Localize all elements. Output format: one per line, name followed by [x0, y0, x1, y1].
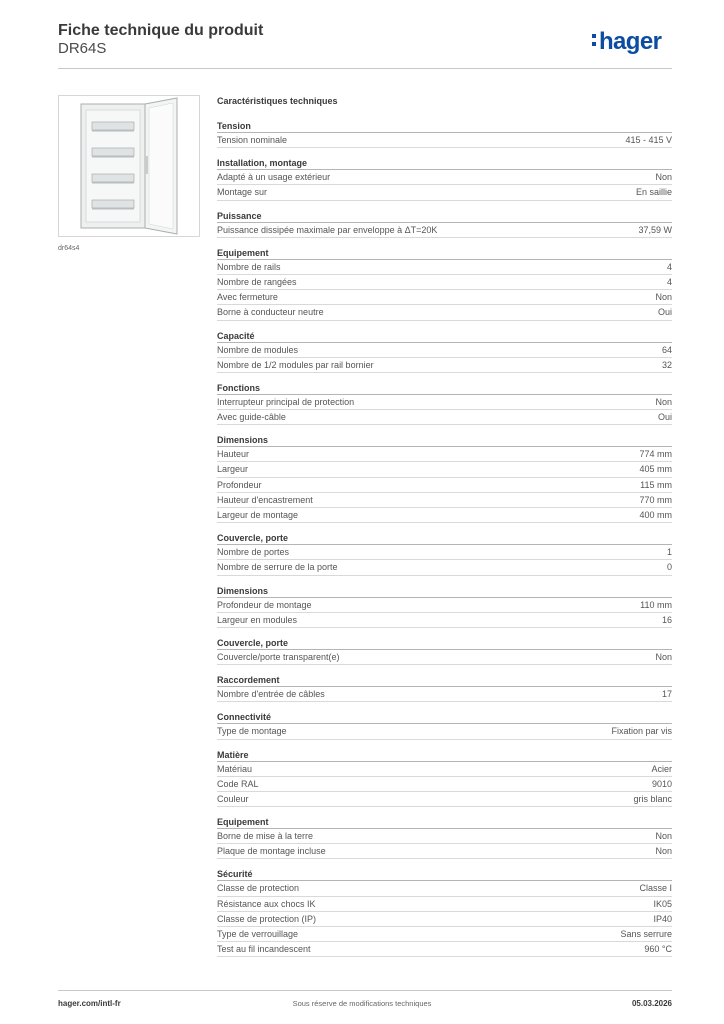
spec-label: Largeur [217, 464, 249, 475]
spec-label: Hauteur [217, 449, 250, 460]
spec-section-title: Fonctions [217, 383, 672, 395]
spec-value: Non [655, 831, 672, 842]
spec-label: Nombre de rails [217, 261, 281, 272]
spec-value: Oui [657, 307, 672, 318]
logo-dots-icon [592, 33, 597, 47]
spec-row [217, 358, 672, 373]
spec-section-title: Connectivité [217, 712, 672, 724]
spec-value: 115 mm [640, 479, 672, 490]
spec-row [217, 447, 672, 462]
footer-website: hager.com/intl-fr [58, 999, 121, 1008]
spec-value: 110 mm [640, 599, 672, 610]
spec-label: Borne de mise à la terre [217, 831, 314, 842]
spec-value: 400 mm [639, 510, 672, 520]
spec-section [217, 248, 672, 321]
spec-value: 960 °C [644, 944, 672, 955]
spec-section-title: Dimensions [217, 586, 672, 598]
hager-logo [592, 30, 661, 54]
spec-label: Puissance dissipée maximale par enveloppe à ΔT=20K [217, 224, 438, 235]
spec-section [217, 869, 672, 957]
footer-disclaimer: Sous réserve de modifications techniques [292, 999, 432, 1008]
spec-section [217, 750, 672, 808]
spec-row [217, 260, 672, 275]
spec-value: Acier [651, 763, 672, 774]
spec-label: Type de verrouillage [217, 929, 299, 939]
spec-row [217, 185, 672, 200]
spec-section-title: Sécurité [217, 869, 672, 881]
spec-section [217, 121, 672, 148]
spec-value: IK05 [653, 898, 672, 909]
spec-value: 64 [661, 344, 672, 355]
spec-value: Non [655, 396, 672, 407]
footer-divider [58, 990, 672, 991]
spec-section-title: Matière [217, 750, 672, 762]
spec-label: Couleur [217, 793, 249, 804]
spec-table-title: Caractéristiques techniques [217, 96, 338, 106]
spec-row [217, 493, 672, 508]
image-caption: dr64s4 [58, 245, 80, 252]
spec-section-title: Capacité [217, 331, 672, 343]
spec-section-title: Tension [217, 121, 672, 133]
spec-value: 4 [666, 276, 672, 287]
spec-row [217, 762, 672, 777]
spec-section [217, 712, 672, 739]
spec-section-title: Equipement [217, 817, 672, 829]
spec-row [217, 508, 672, 523]
spec-value: 1 [666, 547, 672, 558]
spec-section [217, 211, 672, 238]
spec-label: Borne à conducteur neutre [217, 307, 324, 318]
spec-row [217, 343, 672, 358]
spec-label: Profondeur de montage [217, 599, 312, 610]
spec-section [217, 331, 672, 373]
spec-value: 9010 [651, 778, 672, 789]
spec-section-title: Dimensions [217, 435, 672, 447]
spec-row [217, 305, 672, 320]
spec-value: Classe I [639, 883, 672, 894]
spec-section [217, 435, 672, 523]
page-title: Fiche technique du produit [58, 22, 264, 39]
spec-row [217, 410, 672, 425]
spec-section [217, 533, 672, 575]
spec-section [217, 675, 672, 702]
distribution-board-picture [59, 96, 199, 236]
spec-row [217, 844, 672, 859]
spec-label: Adapté à un usage extérieur [217, 172, 331, 183]
spec-row [217, 942, 672, 957]
spec-label: Couvercle/porte transparent(e) [217, 651, 340, 662]
product-image [58, 95, 200, 237]
spec-value: 770 mm [639, 494, 672, 505]
spec-row [217, 829, 672, 844]
spec-label: Nombre de portes [217, 547, 290, 558]
spec-section [217, 586, 672, 628]
spec-value: Non [655, 292, 672, 303]
spec-row [217, 687, 672, 702]
spec-section-title: Installation, montage [217, 158, 672, 170]
logo-text: hager [599, 28, 662, 55]
spec-label: Hauteur d'encastrement [217, 494, 313, 505]
spec-label: Test au fil incandescent [217, 944, 311, 955]
spec-label: Résistance aux chocs IK [217, 898, 316, 909]
spec-value: En saillie [635, 187, 672, 198]
spec-label: Montage sur [217, 187, 268, 198]
spec-value: Non [655, 172, 672, 183]
spec-label: Nombre de rangées [217, 276, 297, 287]
spec-label: Type de montage [217, 726, 287, 737]
spec-row [217, 170, 672, 185]
spec-label: Avec fermeture [217, 292, 278, 303]
spec-label: Nombre de modules [217, 344, 299, 355]
spec-value: Sans serrure [620, 929, 672, 939]
spec-row [217, 275, 672, 290]
spec-label: Plaque de montage incluse [217, 846, 326, 857]
spec-row [217, 881, 672, 896]
spec-section-title: Couvercle, porte [217, 638, 672, 650]
spec-section-title: Couvercle, porte [217, 533, 672, 545]
spec-label: Nombre de serrure de la porte [217, 562, 338, 573]
spec-section [217, 158, 672, 200]
spec-section [217, 817, 672, 859]
spec-row [217, 462, 672, 477]
spec-value: 17 [661, 689, 672, 700]
spec-label: Nombre de 1/2 modules par rail bornier [217, 359, 374, 370]
spec-section-title: Equipement [217, 248, 672, 260]
spec-section-title: Puissance [217, 211, 672, 223]
spec-value: 0 [666, 562, 672, 573]
spec-label: Tension nominale [217, 135, 288, 145]
spec-value: gris blanc [633, 793, 672, 804]
spec-row [217, 133, 672, 148]
spec-row [217, 223, 672, 238]
spec-label: Matériau [217, 763, 253, 774]
spec-row [217, 478, 672, 493]
spec-row [217, 560, 672, 575]
spec-table [217, 96, 672, 967]
spec-value: Non [655, 651, 672, 662]
spec-row [217, 545, 672, 560]
spec-label: Classe de protection (IP) [217, 913, 317, 924]
spec-value: 405 mm [639, 464, 672, 475]
spec-row [217, 927, 672, 942]
spec-value: 16 [661, 614, 672, 625]
spec-value: Non [655, 846, 672, 857]
spec-row [217, 290, 672, 305]
spec-value: 32 [661, 359, 672, 370]
header-divider [58, 68, 672, 69]
spec-value: 415 - 415 V [625, 135, 672, 145]
spec-section [217, 383, 672, 425]
spec-label: Classe de protection [217, 883, 300, 894]
spec-row [217, 897, 672, 912]
spec-row [217, 613, 672, 628]
spec-section [217, 638, 672, 665]
spec-label: Interrupteur principal de protection [217, 396, 355, 407]
spec-label: Avec guide-câble [217, 412, 286, 423]
spec-row [217, 792, 672, 807]
spec-row [217, 650, 672, 665]
spec-label: Largeur en modules [217, 614, 298, 625]
spec-row [217, 912, 672, 927]
spec-value: Fixation par vis [611, 726, 672, 737]
spec-section-title: Raccordement [217, 675, 672, 687]
spec-value: Oui [657, 412, 672, 423]
spec-label: Code RAL [217, 778, 259, 789]
spec-value: 37,59 W [638, 224, 672, 235]
spec-value: 4 [666, 261, 672, 272]
spec-label: Profondeur [217, 479, 262, 490]
product-reference: DR64S [58, 40, 107, 57]
spec-row [217, 724, 672, 739]
spec-label: Nombre d'entrée de câbles [217, 689, 325, 700]
spec-row [217, 395, 672, 410]
spec-value: IP40 [653, 913, 672, 924]
spec-row [217, 777, 672, 792]
spec-value: 774 mm [639, 449, 672, 460]
footer-date: 05.03.2026 [631, 999, 672, 1008]
spec-label: Largeur de montage [217, 510, 299, 520]
spec-row [217, 598, 672, 613]
spec-sections [217, 121, 672, 957]
